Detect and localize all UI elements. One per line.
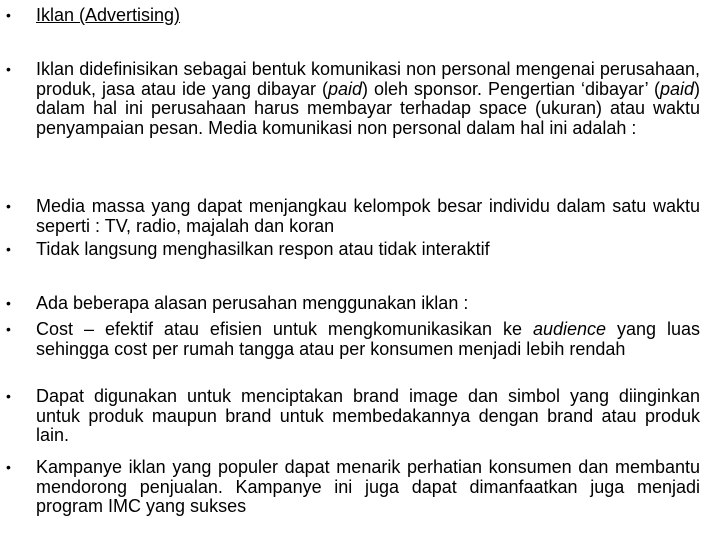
media-item-1 <box>6 197 700 236</box>
cost-text: Cost – efektif atau efisien untuk mengkomunikasikan ke <box>36 319 533 339</box>
audience-term: audience <box>532 319 607 339</box>
paid-term: paid <box>327 78 362 99</box>
bullet-icon: • <box>6 7 11 23</box>
reason-item-1 <box>6 387 700 446</box>
reason-text: Kampanye iklan yang populer dapat menarik perhatian konsumen dan membantu mendorong penjualan. Kampanye ini juga dapat dimanfaatkan juga menjadi program IMC yang sukses <box>36 457 700 516</box>
bullet-icon: • <box>6 459 11 475</box>
media-point-text: Media massa yang dapat menjangkau kelompok besar individu dalam satu waktu seperti : TV, radio, majalah dan koran <box>36 196 700 236</box>
reason-item-2 <box>6 458 700 517</box>
cost-text: yang luas sehingga cost per rumah tangga atau per konsumen menjadi lebih rendah <box>36 319 700 359</box>
media-point-text: Tidak langsung menghasilkan respon atau tidak interaktif <box>36 239 490 259</box>
definition-text: ) oleh sponsor. Pengertian ‘dibayar’ ( <box>361 78 660 99</box>
cost-paragraph <box>36 320 700 359</box>
bullet-icon: • <box>6 198 11 214</box>
reasons-intro-text: Ada beberapa alasan perusahan menggunakan iklan : <box>36 293 469 313</box>
definition-text: Iklan didefinisikan sebagai bentuk komunikasi non personal mengenai perusahaan, produk, jasa atau ide yang dibayar ( <box>36 59 700 99</box>
heading-text <box>36 6 700 26</box>
definition-paragraph <box>36 60 700 138</box>
bullet-icon: • <box>6 241 11 257</box>
bullet-icon: • <box>6 388 11 404</box>
definition-text: ) dalam hal ini perusahaan harus membayar terhadap space (ukuran) atau waktu penyampaian pesan. Media komunikasi non personal dalam hal ini adalah : <box>36 78 700 138</box>
media-item-2 <box>6 240 700 260</box>
reasons-intro-item <box>6 294 700 314</box>
bullet-icon: • <box>6 61 11 77</box>
reason-text: Dapat digunakan untuk menciptakan brand image dan simbol yang diinginkan untuk produk maupun brand untuk membedakannya dengan brand atau produk lain. <box>36 386 700 445</box>
heading-item <box>6 6 700 26</box>
slide-title: Iklan (Advertising) <box>36 5 181 25</box>
bullet-icon: • <box>6 321 11 337</box>
bullet-icon: • <box>6 295 11 311</box>
cost-item <box>6 320 700 359</box>
paid-term: paid <box>659 78 694 99</box>
definition-item <box>6 60 700 138</box>
